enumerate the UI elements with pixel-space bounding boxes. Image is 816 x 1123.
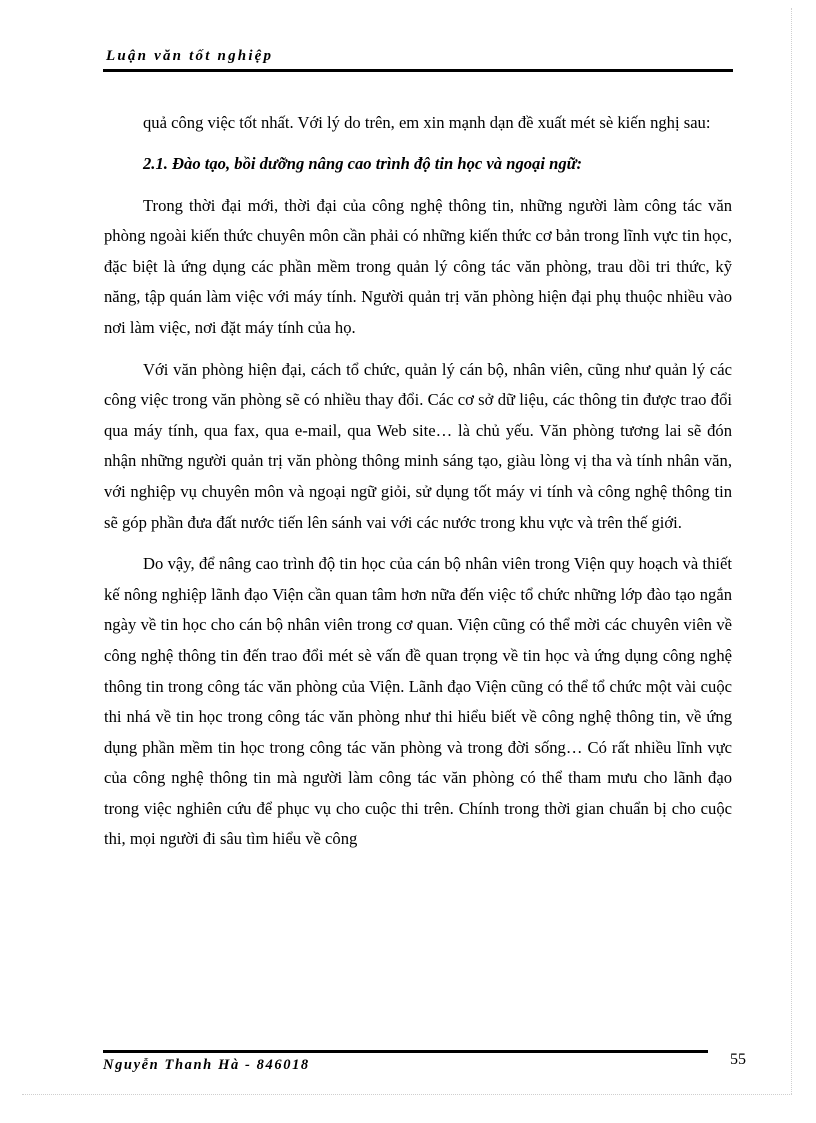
paragraph-3: Do vậy, để nâng cao trình độ tin học của cán bộ nhân viên trong Viện quy hoạch và thiết kế nông nghiệp lãnh đạo Viện cần quan tâm hơn nữa đến việc tổ chức những lớp đào tạo ngắn ngày về tin học cho cán bộ nhân viên trong cơ quan. Viện cũng có thể mời các chuyên viên về công nghệ thông tin đến trao đổi mét sè vấn đề quan trọng về tin học và ứng dụng công nghệ thông tin trong công tác văn phòng của Viện. Lãnh đạo Viện cũng có thể tổ chức một vài cuộc thi nhá về tin học trong công tác văn phòng như thi hiểu biết về công nghệ thông tin, về ứng dụng phần mềm tin học trong công tác văn phòng và trong đời sống… Có rất nhiều lĩnh vực của công nghệ thông tin mà người làm công tác văn phòng có thể tham mưu cho lãnh đạo trong việc nghiên cứu để phục vụ cho cuộc thi trên. Chính trong thời gian chuẩn bị cho cuộc thi, mọi người đi sâu tìm hiểu về công	[104, 554, 732, 849]
page-number: 55	[730, 1051, 746, 1068]
page-bottom-border	[22, 1094, 792, 1095]
paragraph-2: Với văn phòng hiện đại, cách tổ chức, quản lý cán bộ, nhân viên, cũng như quản lý các công việc trong văn phòng sẽ có nhiều thay đổi. Các cơ sở dữ liệu, các thông tin được trao đổi qua máy tính, qua fax, qua e-mail, qua Web site… là chủ yếu. Văn phòng tương lai sẽ đón nhận những người quản trị văn phòng thông minh sáng tạo, giàu lòng vị tha và tính nhân văn, với nghiệp vụ chuyên môn và ngoại ngữ giỏi, sử dụng tốt máy vi tính và công nghệ thông tin sẽ góp phần đưa đất nước tiến lên sánh vai với các nước trong khu vực và trên thế giới.	[104, 359, 732, 532]
header-rule	[103, 69, 733, 72]
intro-paragraph: quả công việc tốt nhất. Với lý do trên, em xin mạnh dạn đề xuất mét sè kiến nghị sau:	[143, 113, 711, 132]
footer-rule	[103, 1050, 708, 1053]
header-title: Luận văn tốt nghiệp	[106, 48, 274, 64]
paragraph-1: Trong thời đại mới, thời đại của công nghệ thông tin, những người làm công tác văn phòng ngoài kiến thức chuyên môn cần phải có những kiến thức cơ bản trong lĩnh vực tin học, đặc biệt là ứng dụng các phần mềm trong quản lý công tác văn phòng, trau dồi tri thức, kỹ năng, tập quán làm việc với máy tính. Người quản trị văn phòng hiện đại phụ thuộc nhiều vào nơi làm việc, nơi đặt máy tính của họ.	[104, 195, 732, 337]
section-heading: 2.1. Đào tạo, bồi dưỡng nâng cao trình độ tin học và ngoại ngữ:	[143, 153, 583, 173]
footer-author: Nguyễn Thanh Hà - 846018	[103, 1057, 310, 1073]
document-body	[104, 108, 732, 855]
page-right-border	[791, 8, 792, 1094]
